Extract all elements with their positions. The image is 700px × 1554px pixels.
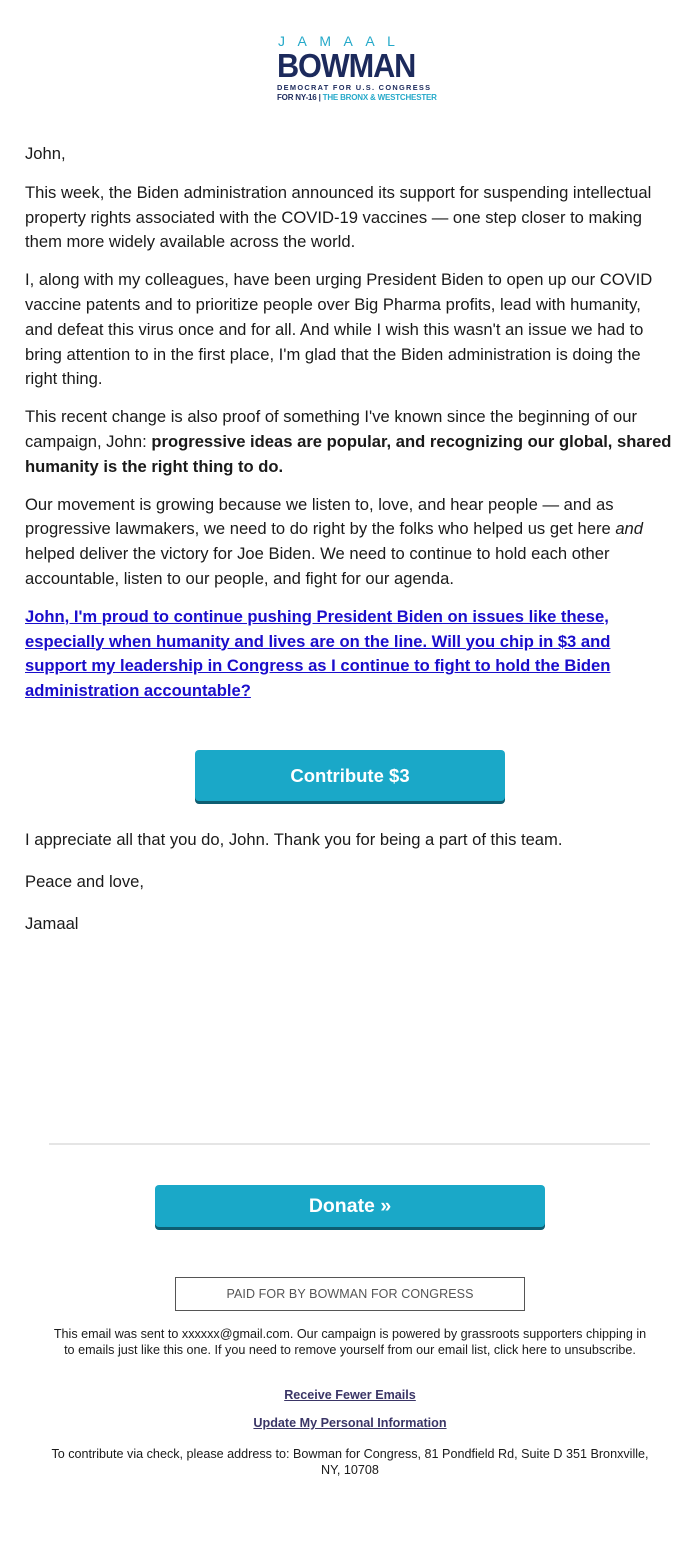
update-info-link-wrap: [0, 1415, 700, 1431]
paragraph-movement: [25, 493, 673, 592]
greeting: John,: [25, 144, 66, 163]
email-closing: [25, 828, 673, 953]
fewer-emails-link-wrap: [0, 1387, 700, 1403]
logo-area: THE BRONX & WESTCHESTER: [322, 93, 437, 102]
footer-notice: This email was sent to xxxxxx@gmail.com. Our campaign is powered by grassroots supporters chipping in to emails just like this one. If you need to remove yourself from our email list, click here to unsubscribe.: [53, 1327, 647, 1357]
logo-district-line: [277, 92, 437, 103]
paragraph-proof-bold: progressive ideas are popular, and recognizing our global, shared humanity is the right thing to do.: [25, 431, 672, 476]
contribute-button-wrap: [0, 750, 700, 801]
closing-line: I appreciate all that you do, John. Thank you for being a part of this team.: [25, 830, 563, 849]
paragraph-movement-tail: helped deliver the victory for Joe Biden. We need to continue to hold each other accountable, listen to our people, and fight for our agenda.: [25, 544, 610, 588]
update-personal-info-link[interactable]: Update My Personal Information: [253, 1416, 447, 1430]
logo-separator: |: [318, 93, 321, 102]
logo-tagline: DEMOCRAT FOR U.S. CONGRESS: [277, 83, 432, 92]
logo-district: FOR NY-16: [277, 93, 317, 102]
paragraph-ask: [25, 605, 673, 704]
donate-button-wrap: [0, 1185, 700, 1227]
logo-first-name: JAMAAL: [278, 33, 408, 49]
paragraph-movement-emphasis: and: [615, 519, 644, 539]
email-body: [25, 142, 673, 717]
contribute-3-button[interactable]: Contribute $3: [195, 750, 505, 801]
paragraph-proof: [25, 405, 673, 479]
receive-fewer-emails-link[interactable]: Receive Fewer Emails: [284, 1388, 416, 1402]
sign-off: Peace and love,: [25, 871, 145, 891]
paragraph-movement-lead: Our movement is growing because we listen to, love, and hear people — and as progressive lawmakers, we need to do right by the folks who helped us get here: [25, 494, 616, 539]
logo-last-name: BOWMAN: [277, 47, 416, 84]
paid-for-disclaimer: PAID FOR BY BOWMAN FOR CONGRESS: [175, 1277, 525, 1311]
paragraph-urging: I, along with my colleagues, have been urging President Biden to open up our COVID vaccine patents and to prioritize people over Big Pharma profits, lead with humanity, and defeat this virus once and for all. And while I wish this wasn't an issue we had to bring attention to in the first place, I'm glad that the Biden administration is doing the right thing.: [25, 270, 653, 389]
paragraph-proof-lead: This recent change is also proof of something I've known since the beginning of our campaign, John:: [25, 407, 637, 451]
footer-divider: [49, 1143, 650, 1145]
signature: Jamaal: [25, 913, 79, 933]
paragraph-announcement: This week, the Biden administration announced its support for suspending intellectual property rights associated with the COVID-19 vaccines — one step closer to making them more widely available across the world.: [25, 182, 652, 252]
donation-ask-link[interactable]: John, I'm proud to continue pushing President Biden on issues like these, especially when humanity and lives are on the line. Will you chip in $3 and support my leadership in Congress as I continue to fight to hold the Biden administration accountable?: [25, 606, 611, 701]
donate-button[interactable]: Donate »: [155, 1185, 545, 1227]
campaign-logo: [0, 34, 700, 105]
check-address: To contribute via check, please address to: Bowman for Congress, 81 Pondfield Rd, Suite D 351 Bronxville, NY, 10708: [51, 1447, 649, 1477]
